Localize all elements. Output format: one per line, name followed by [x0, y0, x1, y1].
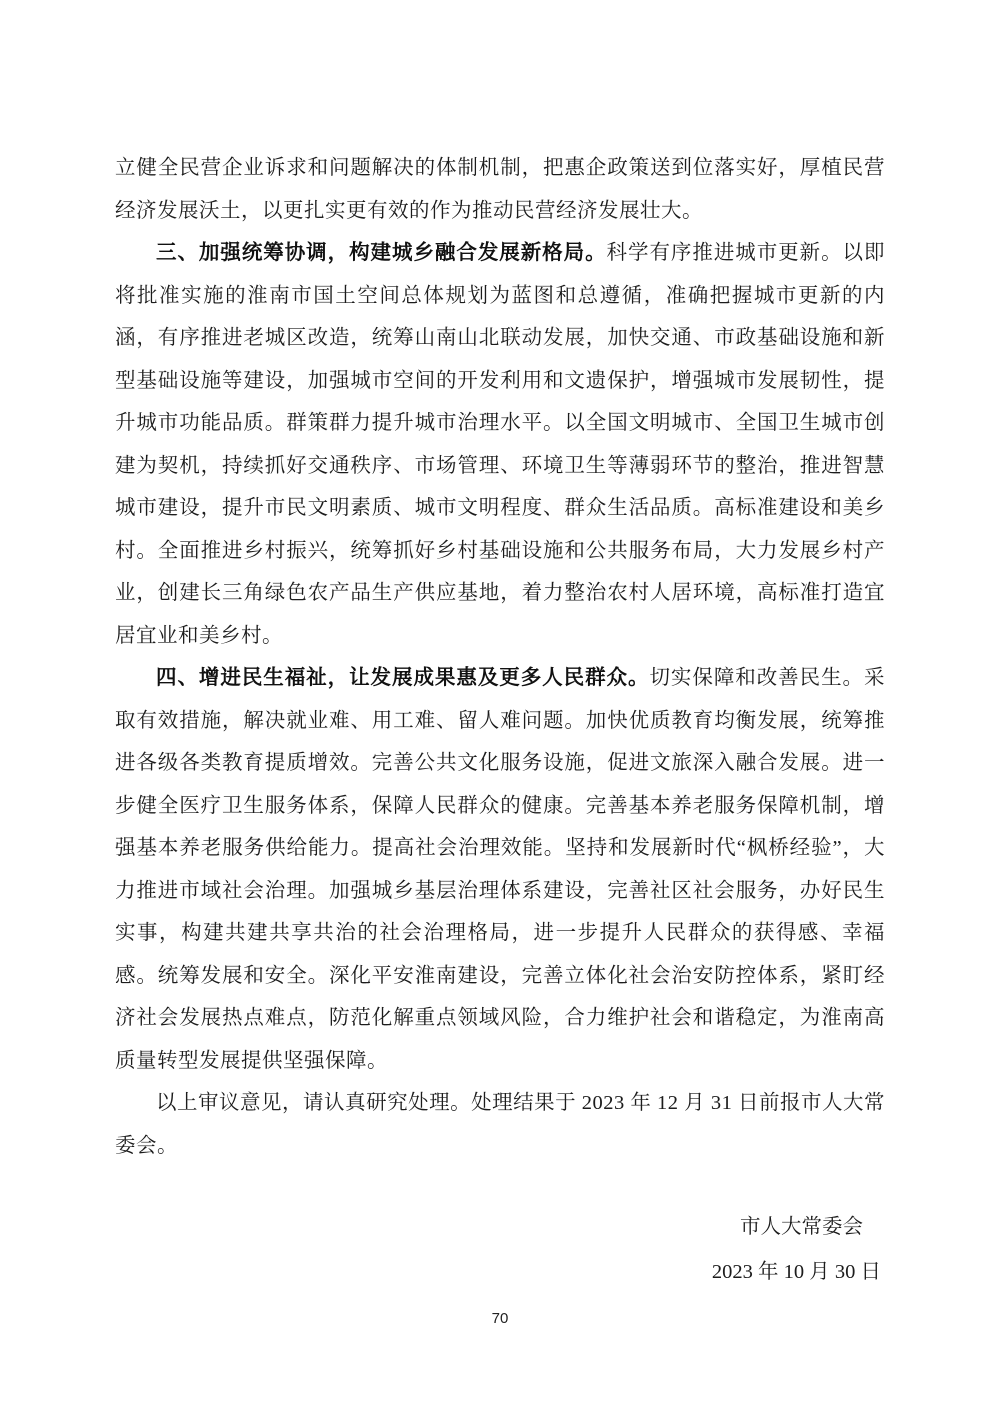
document-body [115, 147, 885, 1295]
page-number: 70 [491, 1310, 509, 1327]
section-three-heading: 三、加强统筹协调，构建城乡融合发展新格局。 [156, 241, 607, 264]
paragraph-continuation-text: 立健全民营企业诉求和问题解决的体制机制，把惠企政策送到位落实好，厚植民营经济发展沃土，以更扎实更有效的作为推动民营经济发展壮大。 [115, 157, 885, 222]
closing-paragraph [115, 1082, 885, 1167]
section-four-paragraph [115, 657, 885, 1082]
section-four-heading: 四、增进民生福祉，让发展成果惠及更多人民群众。 [156, 666, 650, 689]
section-three-body: 科学有序推进城市更新。以即将批准实施的淮南市国土空间总体规划为蓝图和总遵循，准确把握城市更新的内涵，有序推进老城区改造，统筹山南山北联动发展，加快交通、市政基础设施和新型基础设施等建设，加强城市空间的开发利用和文遗保护，增强城市发展韧性，提升城市功能品质。群策群力提升城市治理水平。以全国文明城市、全国卫生城市创建为契机，持续抓好交通秩序、市场管理、环境卫生等薄弱环节的整治，推进智慧城市建设，提升市民文明素质、城市文明程度、群众生活品质。高标准建设和美乡村。全面推进乡村振兴，统筹抓好乡村基础设施和公共服务布局，大力发展乡村产业，创建长三角绿色农产品生产供应基地，着力整治农村人居环境，高标准打造宜居宜业和美乡村。 [115, 242, 886, 647]
section-three-paragraph [115, 232, 885, 657]
signature-date: 2023 年 10 月 30 日 [711, 1261, 881, 1283]
signature-block [115, 1205, 885, 1295]
section-four-body: 切实保障和改善民生。采取有效措施，解决就业难、用工难、留人难问题。加快优质教育均衡发展，统筹推进各级各类教育提质增效。完善公共文化服务设施，促进文旅深入融合发展。进一步健全医疗卫生服务体系，保障人民群众的健康。完善基本养老服务保障机制，增强基本养老服务供给能力。提高社会治理效能。坚持和发展新时代“枫桥经验”，大力推进市域社会治理。加强城乡基层治理体系建设，完善社区社会服务，办好民生实事，构建共建共享共治的社会治理格局，进一步提升人民群众的获得感、幸福感。统筹发展和安全。深化平安淮南建设，完善立体化社会治安防控体系，紧盯经济社会发展热点难点，防范化解重点领域风险，合力维护社会和谐稳定，为淮南高质量转型发展提供坚强保障。 [115, 667, 885, 1072]
paragraph-continuation [115, 147, 885, 232]
closing-paragraph-text: 以上审议意见，请认真研究处理。处理结果于 2023 年 12 月 31 日前报市人大常委会。 [115, 1092, 885, 1157]
signature-name: 市人大常委会 [740, 1216, 863, 1238]
